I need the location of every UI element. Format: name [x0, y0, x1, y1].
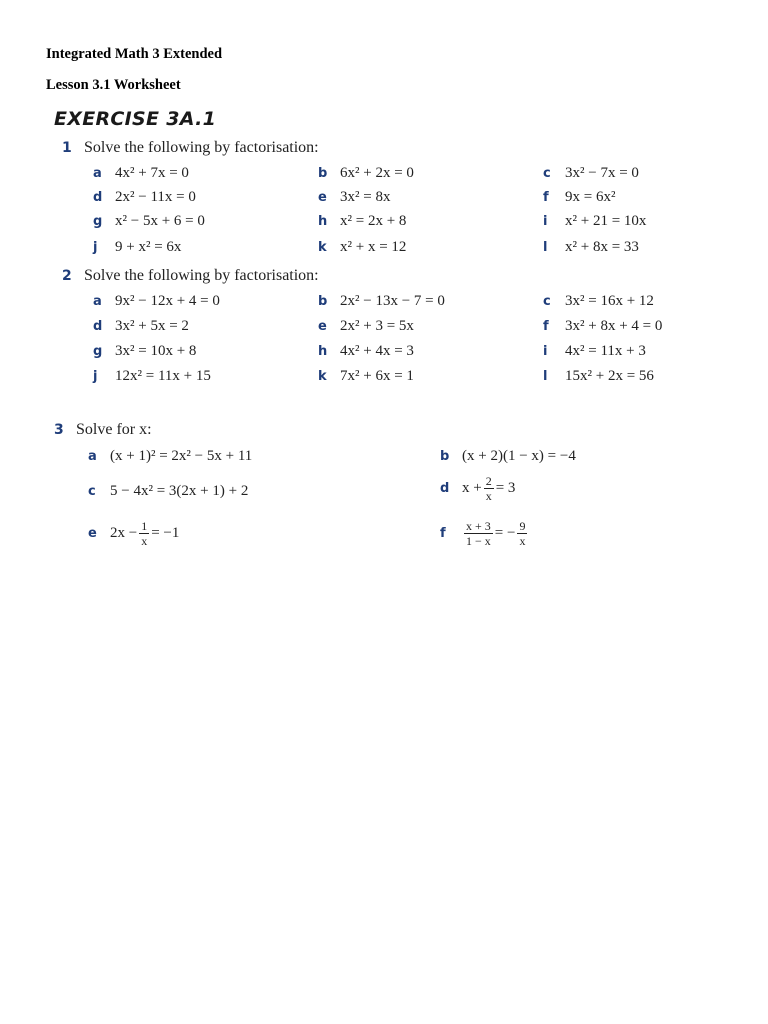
item-expression: 3x² = 8x [340, 189, 391, 205]
item-label: h [318, 214, 328, 229]
problem-item [440, 519, 529, 548]
item-expression: 9x² − 12x + 4 = 0 [115, 293, 220, 309]
item-label: c [543, 294, 551, 309]
item-label: k [318, 369, 327, 384]
item-label: l [543, 240, 548, 255]
item-expression: 5 − 4x² = 3(2x + 1) + 2 [110, 483, 249, 499]
exercise-title: EXERCISE 3A.1 [54, 108, 217, 130]
item-label: a [88, 449, 97, 464]
problem-item [318, 293, 445, 310]
problem-item [543, 368, 654, 385]
item-expression: x² + 21 = 10x [565, 213, 647, 229]
item-label: b [440, 449, 450, 464]
item-label: c [543, 166, 551, 181]
question-1-heading [62, 139, 319, 157]
fraction [484, 474, 494, 503]
item-expression: 3x² − 7x = 0 [565, 165, 639, 181]
item-expression: 4x² + 7x = 0 [115, 165, 189, 181]
item-expression: (x + 1)² = 2x² − 5x + 11 [110, 448, 253, 464]
fraction-denominator: x [485, 489, 492, 503]
fraction [464, 519, 493, 548]
item-expression: x² + 8x = 33 [565, 239, 639, 255]
problem-item [318, 368, 414, 385]
item-label: f [543, 319, 549, 334]
item-expression-part: 2x − [110, 524, 138, 541]
problem-item [88, 483, 248, 500]
problem-item [93, 368, 211, 385]
item-expression: 3x² = 16x + 12 [565, 293, 654, 309]
question-number: 2 [62, 268, 72, 284]
problem-item [88, 448, 252, 465]
fraction-numerator: 1 [141, 519, 148, 533]
question-2-heading [62, 267, 319, 285]
item-label: i [543, 214, 548, 229]
lesson-title: Lesson 3.1 Worksheet [46, 77, 181, 93]
problem-item [93, 239, 181, 256]
problem-item [93, 343, 196, 360]
item-expression-part: x + [462, 479, 482, 496]
item-label: j [93, 369, 98, 384]
item-label: l [543, 369, 548, 384]
item-label: d [440, 480, 450, 496]
fraction-numerator: 2 [485, 474, 492, 488]
item-expression: 9 + x² = 6x [115, 239, 182, 255]
item-expression: 3x² + 5x = 2 [115, 318, 189, 334]
item-label: a [93, 166, 102, 181]
question-3-heading [54, 421, 152, 439]
item-expression: 12x² = 11x + 15 [115, 368, 211, 384]
item-expression-part: = −1 [151, 524, 180, 541]
item-label: d [93, 319, 103, 334]
course-title: Integrated Math 3 Extended [46, 46, 223, 62]
item-label: b [318, 294, 328, 309]
item-label: b [318, 166, 328, 181]
item-expression: 9x = 6x² [565, 189, 616, 205]
item-label: i [543, 344, 548, 359]
item-expression: 2x² − 11x = 0 [115, 189, 196, 205]
item-expression: 3x² + 8x + 4 = 0 [565, 318, 663, 334]
item-expression: 4x² = 11x + 3 [565, 343, 646, 359]
item-expression: (x + 2)(1 − x) = −4 [462, 448, 576, 464]
problem-item [93, 189, 196, 206]
item-label: f [440, 525, 446, 541]
problem-item [318, 165, 414, 182]
item-expression: 2x² + 3 = 5x [340, 318, 414, 334]
item-expression: x² = 2x + 8 [340, 213, 407, 229]
problem-item [543, 239, 639, 256]
question-number: 3 [54, 422, 64, 438]
problem-item [440, 474, 515, 503]
problem-item [543, 318, 662, 335]
problem-item [318, 318, 414, 335]
item-expression: 7x² + 6x = 1 [340, 368, 414, 384]
question-instruction: Solve the following by factorisation: [84, 139, 319, 156]
fraction-numerator: 9 [519, 519, 526, 533]
problem-item [318, 189, 390, 206]
item-label: j [93, 240, 98, 255]
problem-item [318, 213, 406, 230]
problem-item [93, 293, 220, 310]
problem-item [93, 318, 189, 335]
item-label: e [318, 319, 327, 334]
item-expression: 15x² + 2x = 56 [565, 368, 654, 384]
item-expression: 6x² + 2x = 0 [340, 165, 414, 181]
item-expression: 4x² + 4x = 3 [340, 343, 414, 359]
fraction-denominator: 1 − x [466, 534, 491, 548]
problem-item [93, 213, 205, 230]
fraction-denominator: x [141, 534, 148, 548]
item-label: f [543, 190, 549, 205]
item-expression-part: = 3 [495, 479, 516, 496]
fraction-numerator: x + 3 [466, 519, 491, 533]
item-label: d [93, 190, 103, 205]
item-label: h [318, 344, 328, 359]
item-expression-part: = − [494, 524, 516, 541]
problem-item [543, 165, 639, 182]
item-label: g [93, 214, 103, 229]
fraction [139, 519, 149, 548]
problem-item [88, 519, 179, 548]
problem-item [543, 189, 615, 206]
item-expression: 2x² − 13x − 7 = 0 [340, 293, 445, 309]
problem-item [543, 213, 646, 230]
item-expression: x² − 5x + 6 = 0 [115, 213, 205, 229]
item-label: g [93, 344, 103, 359]
item-expression: x² + x = 12 [340, 239, 407, 255]
problem-item [93, 165, 189, 182]
item-label: e [88, 525, 97, 541]
fraction-denominator: x [519, 534, 526, 548]
problem-item [543, 343, 646, 360]
question-instruction: Solve the following by factorisation: [84, 267, 319, 284]
problem-item [318, 343, 414, 360]
item-label: k [318, 240, 327, 255]
item-label: e [318, 190, 327, 205]
item-label: a [93, 294, 102, 309]
question-number: 1 [62, 140, 72, 156]
problem-item [318, 239, 406, 256]
fraction [517, 519, 527, 548]
problem-item [440, 448, 576, 465]
item-expression: 3x² = 10x + 8 [115, 343, 197, 359]
problem-item [543, 293, 654, 310]
question-instruction: Solve for x: [76, 421, 152, 438]
item-label: c [88, 484, 96, 499]
